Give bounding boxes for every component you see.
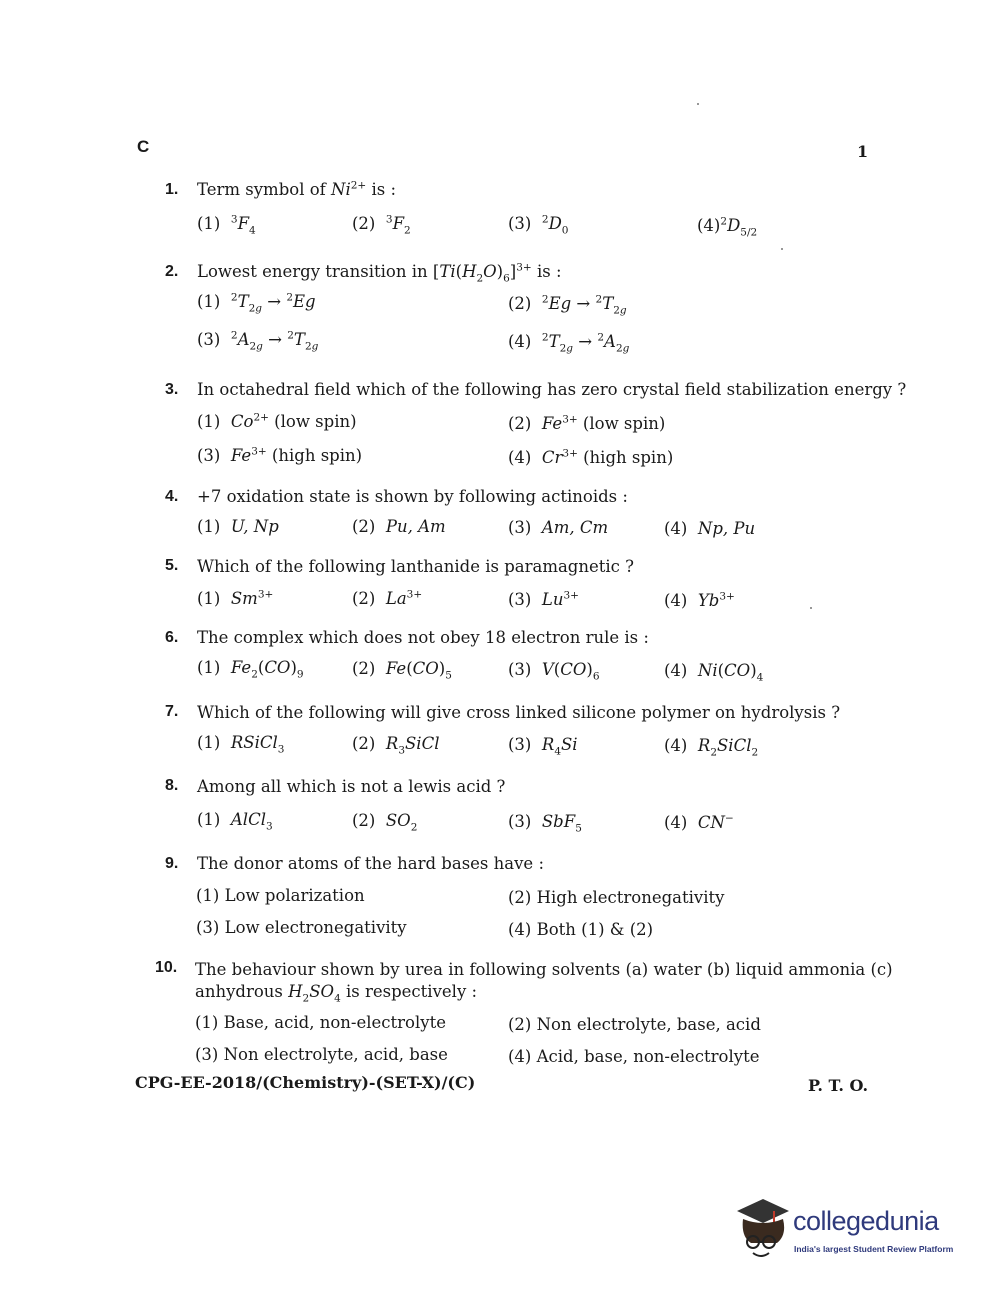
question-number: 8. <box>165 777 179 794</box>
option: (3) $R_4Si$ <box>508 735 578 758</box>
option: (4) $R_2SiCl_2$ <box>664 736 759 759</box>
option: (2) High electronegativity <box>508 888 725 907</box>
speck <box>697 103 699 105</box>
option: (3) $^2A_{2g} \to ^2T_{2g}$ <box>197 329 319 353</box>
option: (1) U, Np <box>197 517 279 536</box>
question-text: Which of the following lanthanide is paramagnetic ? <box>197 557 634 576</box>
question-text: The donor atoms of the hard bases have : <box>197 854 544 873</box>
question-number: 10. <box>155 959 178 976</box>
option: (1) $Sm^{3+}$ <box>197 588 274 608</box>
speck <box>810 607 812 609</box>
option: (3) $^2D_0$ <box>508 213 569 237</box>
page-number: 1 <box>857 142 869 161</box>
collegedunia-logo <box>733 1197 963 1267</box>
option: (4) $Cr^{3+}$ (high spin) <box>508 447 674 467</box>
question-number: 7. <box>165 703 179 720</box>
speck <box>781 248 783 250</box>
option: (3) Non electrolyte, acid, base <box>195 1045 448 1064</box>
option: (2) $R_3SiCl$ <box>352 734 440 757</box>
option: (3) SbF$_5$ <box>508 812 582 835</box>
option: (4) $Ni(CO)_4$ <box>664 661 764 684</box>
question-number: 3. <box>165 381 179 398</box>
question-number: 6. <box>165 629 179 646</box>
question-text: In octahedral field which of the following has zero crystal field stabilization energy ? <box>197 380 907 399</box>
option: (2) Non electrolyte, base, acid <box>508 1015 761 1034</box>
option: (2) $^3F_2$ <box>352 213 411 237</box>
option: (4) Np, Pu <box>664 519 756 538</box>
question-number: 5. <box>165 557 179 574</box>
option: (1) Base, acid, non-electrolyte <box>195 1013 446 1032</box>
option: (2) $Fe(CO)_5$ <box>352 659 452 682</box>
option: (4) $^2T_{2g} \to ^2A_{2g}$ <box>508 331 630 355</box>
option: $(4)^2D_{5/2}$ <box>697 215 758 239</box>
question-number: 2. <box>165 263 179 280</box>
option: (2) $SO_2$ <box>352 811 418 834</box>
option: (4) $Yb^{3+}$ <box>664 590 735 610</box>
option: (1) $Fe_2(CO)_9$ <box>197 658 304 681</box>
option: (1) Low polarization <box>196 886 365 905</box>
option: (1) $^3F_4$ <box>197 213 256 237</box>
paper-code: CPG-EE-2018/(Chemistry)-(SET-X)/(C) <box>135 1073 476 1092</box>
question-text: +7 oxidation state is shown by following actinoids : <box>197 487 628 506</box>
option: (1) AlCl$_3$ <box>197 810 273 833</box>
question-number: 1. <box>165 181 179 198</box>
question-text: Term symbol of $Ni^{2+}$ is : <box>197 179 397 199</box>
mascot-icon <box>733 1197 793 1267</box>
option: (2) Pu, Am <box>352 517 446 536</box>
option: (4) CN− <box>664 812 734 832</box>
brand-tagline: India's largest Student Review Platform <box>794 1244 954 1254</box>
question-number: 4. <box>165 488 179 505</box>
option: (1) $^2T_{2g} \to ^2Eg$ <box>197 291 316 315</box>
question-number: 9. <box>165 855 179 872</box>
option: (3) Am, Cm <box>508 518 609 537</box>
question-text: The complex which does not obey 18 electron rule is : <box>197 628 649 647</box>
option: (1) RSiCl$_3$ <box>197 733 285 756</box>
question-text: Lowest energy transition in $[Ti(H_2O)_6]^{3+}$ is : <box>197 261 562 285</box>
option: (1) $Co^{2+}$ (low spin) <box>197 411 357 431</box>
option: (4) Both (1) & (2) <box>508 920 654 939</box>
question-text: The behaviour shown by urea in following solvents (a) water (b) liquid ammonia (c) anhydrous $H_2SO_4$ is respectively : <box>195 960 893 1005</box>
option: (3) $Lu^{3+}$ <box>508 589 579 609</box>
option: (3) Low electronegativity <box>196 918 407 937</box>
option: (4) Acid, base, non-electrolyte <box>508 1047 760 1066</box>
option: (3) $V(CO)_6$ <box>508 660 600 683</box>
pto-label: P. T. O. <box>808 1076 869 1095</box>
option: (2) $Fe^{3+}$ (low spin) <box>508 413 666 433</box>
option: (3) $Fe^{3+}$ (high spin) <box>197 445 363 465</box>
question-text: Which of the following will give cross linked silicone polymer on hydrolysis ? <box>197 703 841 722</box>
question-text: Among all which is not a lewis acid ? <box>197 777 506 796</box>
option: (2) $^2Eg \to ^2T_{2g}$ <box>508 293 627 317</box>
set-code: C <box>137 137 150 156</box>
option: (2) $La^{3+}$ <box>352 588 423 608</box>
brand-name: collegedunia <box>793 1206 939 1236</box>
